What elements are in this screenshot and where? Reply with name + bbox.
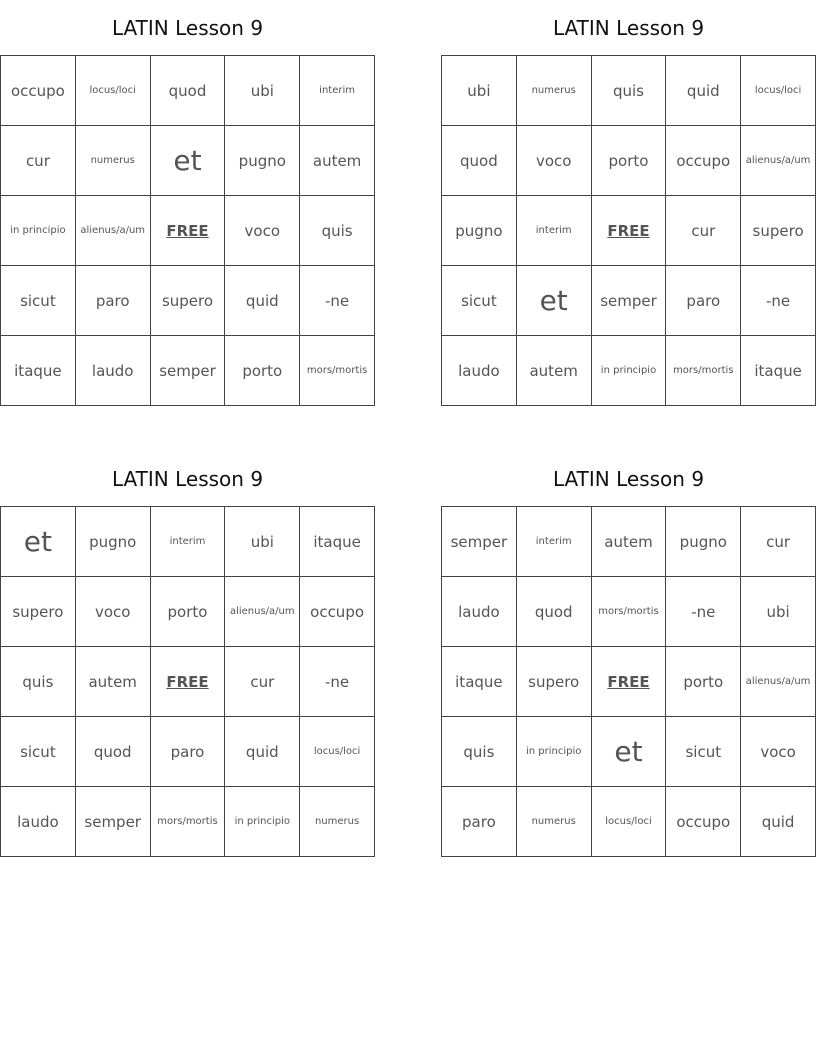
bingo-cell: semper bbox=[442, 507, 517, 577]
bingo-cell: semper bbox=[76, 787, 151, 857]
bingo-cell: locus/loci bbox=[741, 56, 816, 126]
bingo-cell: quid bbox=[741, 787, 816, 857]
bingo-cell: laudo bbox=[1, 787, 76, 857]
bingo-cell: locus/loci bbox=[76, 56, 151, 126]
bingo-cell: occupo bbox=[666, 787, 741, 857]
bingo-cell: voco bbox=[225, 196, 300, 266]
bingo-cell: pugno bbox=[442, 196, 517, 266]
bingo-cell: supero bbox=[741, 196, 816, 266]
bingo-cell: supero bbox=[1, 577, 76, 647]
bingo-grid bbox=[441, 55, 816, 406]
bingo-cell: itaque bbox=[442, 647, 517, 717]
bingo-grid bbox=[0, 506, 375, 857]
bingo-cell: et bbox=[1, 507, 76, 577]
bingo-cell: itaque bbox=[300, 507, 375, 577]
bingo-cell: quid bbox=[666, 56, 741, 126]
bingo-cell: paro bbox=[76, 266, 151, 336]
bingo-cell: numerus bbox=[76, 126, 151, 196]
bingo-cell: quis bbox=[442, 717, 517, 787]
bingo-cell: alienus/a/um bbox=[741, 126, 816, 196]
bingo-cell: sicut bbox=[666, 717, 741, 787]
card-title: LATIN Lesson 9 bbox=[552, 16, 705, 40]
bingo-cell: cur bbox=[741, 507, 816, 577]
bingo-cell: quis bbox=[1, 647, 76, 717]
bingo-cell: ubi bbox=[225, 56, 300, 126]
bingo-cell: ubi bbox=[225, 507, 300, 577]
bingo-cell: occupo bbox=[1, 56, 76, 126]
bingo-cell: laudo bbox=[442, 577, 517, 647]
bingo-cell: autem bbox=[76, 647, 151, 717]
bingo-cell: locus/loci bbox=[592, 787, 667, 857]
bingo-cell: numerus bbox=[300, 787, 375, 857]
bingo-cell: pugno bbox=[225, 126, 300, 196]
free-space-cell: FREE bbox=[151, 196, 226, 266]
card-title: LATIN Lesson 9 bbox=[111, 467, 264, 491]
bingo-cell: numerus bbox=[517, 787, 592, 857]
bingo-cell: quod bbox=[76, 717, 151, 787]
bingo-cell: occupo bbox=[300, 577, 375, 647]
bingo-cell: quod bbox=[151, 56, 226, 126]
bingo-cell: et bbox=[592, 717, 667, 787]
bingo-cell: supero bbox=[151, 266, 226, 336]
bingo-cell: pugno bbox=[76, 507, 151, 577]
bingo-cell: -ne bbox=[666, 577, 741, 647]
bingo-cell: occupo bbox=[666, 126, 741, 196]
bingo-cell: semper bbox=[592, 266, 667, 336]
bingo-cell: interim bbox=[517, 507, 592, 577]
bingo-card-2 bbox=[441, 0, 816, 380]
bingo-cell: ubi bbox=[741, 577, 816, 647]
bingo-cell: quis bbox=[592, 56, 667, 126]
free-space-cell: FREE bbox=[151, 647, 226, 717]
card-title: LATIN Lesson 9 bbox=[552, 467, 705, 491]
bingo-cell: itaque bbox=[741, 336, 816, 406]
bingo-cell: autem bbox=[517, 336, 592, 406]
bingo-cell: sicut bbox=[1, 717, 76, 787]
bingo-cell: -ne bbox=[300, 266, 375, 336]
bingo-cell: laudo bbox=[442, 336, 517, 406]
bingo-cell: locus/loci bbox=[300, 717, 375, 787]
bingo-cell: -ne bbox=[300, 647, 375, 717]
bingo-cell: interim bbox=[300, 56, 375, 126]
bingo-cell: alienus/a/um bbox=[741, 647, 816, 717]
free-space-cell: FREE bbox=[592, 647, 667, 717]
bingo-cell: voco bbox=[76, 577, 151, 647]
bingo-cell: alienus/a/um bbox=[225, 577, 300, 647]
bingo-cell: supero bbox=[517, 647, 592, 717]
bingo-cell: sicut bbox=[1, 266, 76, 336]
bingo-cell: numerus bbox=[517, 56, 592, 126]
bingo-cell: paro bbox=[151, 717, 226, 787]
bingo-cell: paro bbox=[442, 787, 517, 857]
bingo-cell: mors/mortis bbox=[666, 336, 741, 406]
bingo-cell: porto bbox=[151, 577, 226, 647]
bingo-cell: in principio bbox=[592, 336, 667, 406]
bingo-cell: in principio bbox=[1, 196, 76, 266]
bingo-card-4 bbox=[441, 451, 816, 831]
bingo-card-1 bbox=[0, 0, 375, 380]
bingo-cell: quis bbox=[300, 196, 375, 266]
card-title: LATIN Lesson 9 bbox=[111, 16, 264, 40]
bingo-cell: interim bbox=[517, 196, 592, 266]
bingo-grid bbox=[441, 506, 816, 857]
bingo-cell: quod bbox=[442, 126, 517, 196]
bingo-cell: mors/mortis bbox=[592, 577, 667, 647]
bingo-cell: cur bbox=[1, 126, 76, 196]
bingo-cell: mors/mortis bbox=[300, 336, 375, 406]
bingo-cell: alienus/a/um bbox=[76, 196, 151, 266]
bingo-cell: voco bbox=[517, 126, 592, 196]
bingo-cell: paro bbox=[666, 266, 741, 336]
bingo-cell: -ne bbox=[741, 266, 816, 336]
bingo-cell: sicut bbox=[442, 266, 517, 336]
bingo-cell: quod bbox=[517, 577, 592, 647]
bingo-grid bbox=[0, 55, 375, 406]
bingo-cell: ubi bbox=[442, 56, 517, 126]
bingo-cell: voco bbox=[741, 717, 816, 787]
bingo-cell: et bbox=[517, 266, 592, 336]
bingo-cell: in principio bbox=[225, 787, 300, 857]
bingo-cell: porto bbox=[592, 126, 667, 196]
bingo-cell: mors/mortis bbox=[151, 787, 226, 857]
bingo-cell: laudo bbox=[76, 336, 151, 406]
bingo-cell: et bbox=[151, 126, 226, 196]
bingo-cell: itaque bbox=[1, 336, 76, 406]
bingo-cell: interim bbox=[151, 507, 226, 577]
bingo-cell: autem bbox=[592, 507, 667, 577]
free-space-cell: FREE bbox=[592, 196, 667, 266]
bingo-cell: quid bbox=[225, 266, 300, 336]
bingo-cell: cur bbox=[225, 647, 300, 717]
bingo-cell: quid bbox=[225, 717, 300, 787]
bingo-card-3 bbox=[0, 451, 375, 831]
bingo-cell: semper bbox=[151, 336, 226, 406]
bingo-cell: cur bbox=[666, 196, 741, 266]
bingo-cell: pugno bbox=[666, 507, 741, 577]
bingo-cell: autem bbox=[300, 126, 375, 196]
bingo-cell: in principio bbox=[517, 717, 592, 787]
bingo-cell: porto bbox=[666, 647, 741, 717]
bingo-cell: porto bbox=[225, 336, 300, 406]
